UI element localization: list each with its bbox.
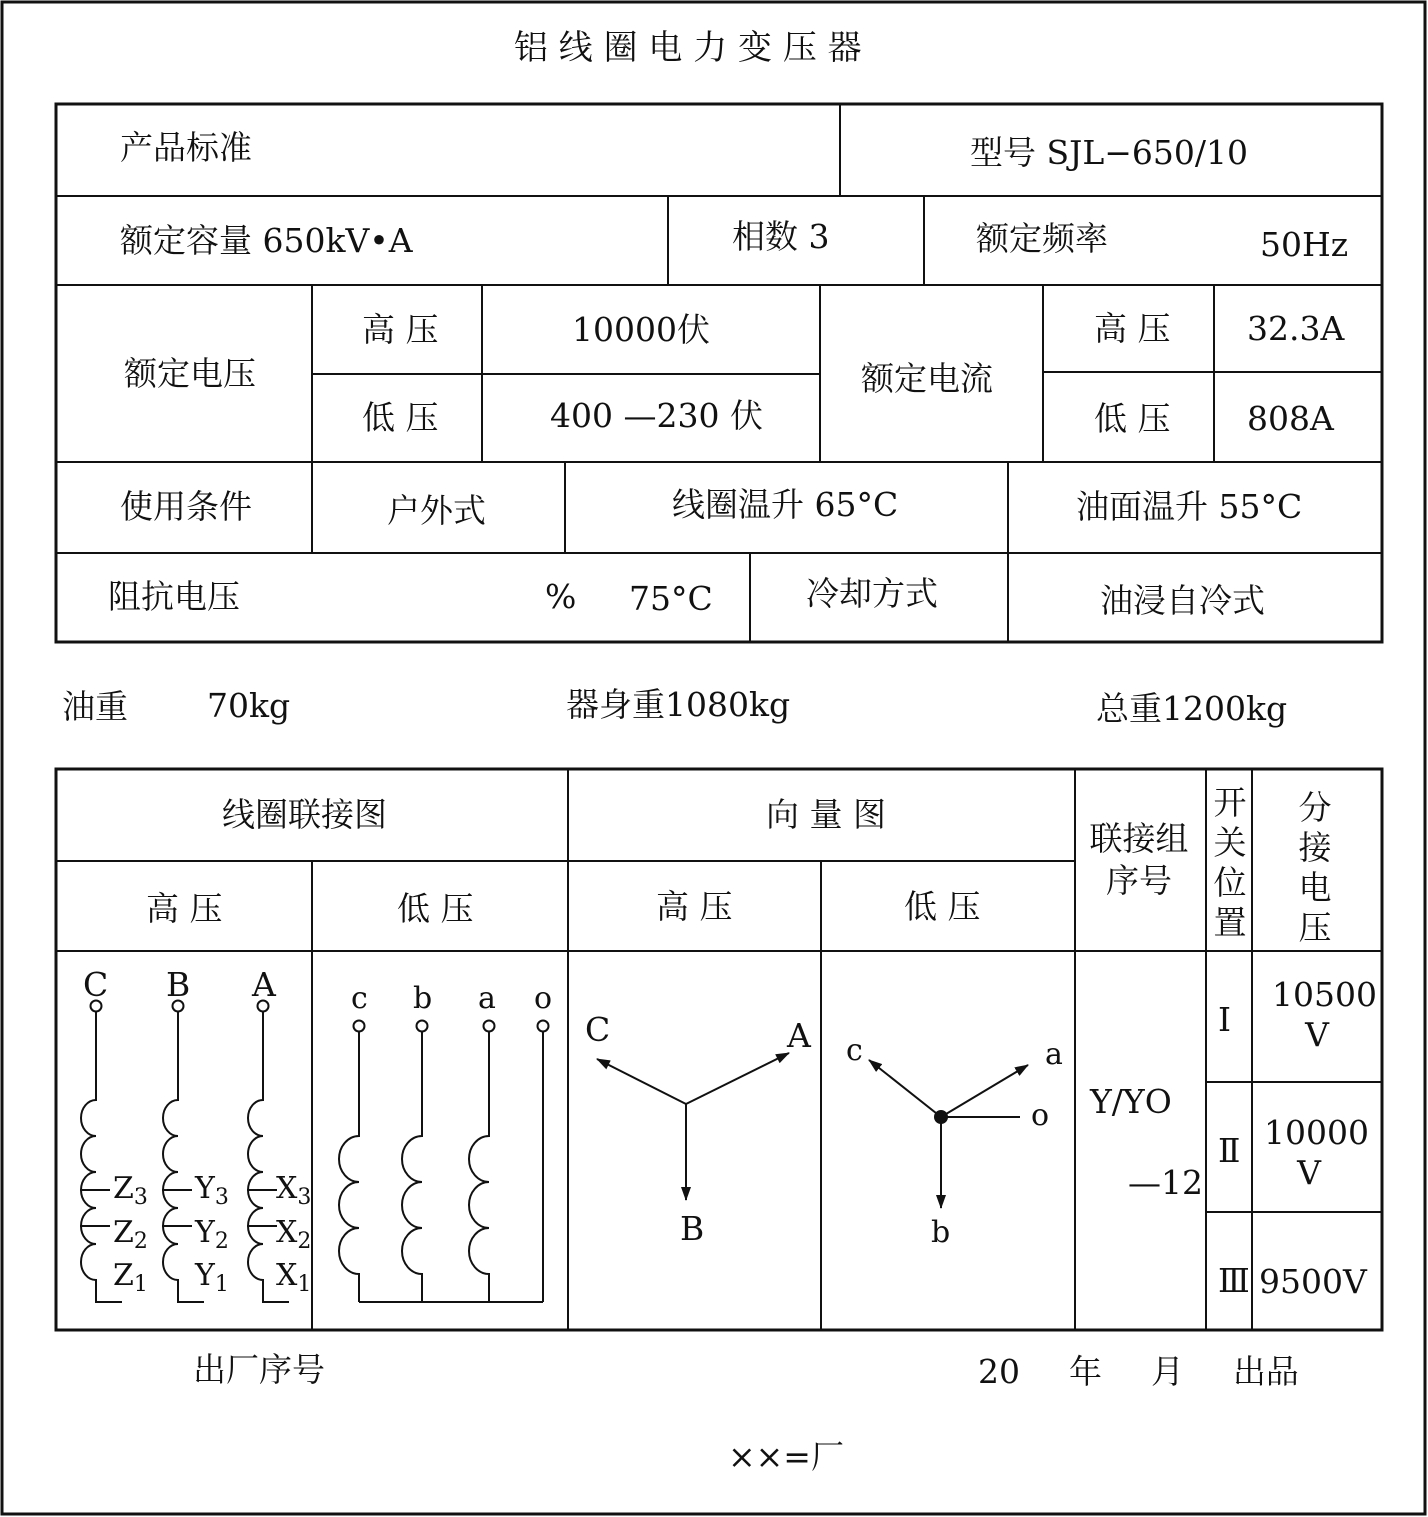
- impedance-label: 阻抗电压: [108, 577, 240, 616]
- oil-weight-label: 油重: [62, 687, 128, 726]
- lv-vector-c: c: [846, 1033, 863, 1068]
- lv-terminal-c: c: [351, 981, 368, 1016]
- switch-position-1: Ⅰ: [1218, 1000, 1232, 1039]
- impedance-percent: %: [545, 577, 577, 616]
- tap-x2: $X_2$: [276, 1215, 312, 1254]
- production-date: 20 年 月 出品: [978, 1352, 1299, 1391]
- winding-lv-header: 低 压: [397, 889, 474, 928]
- oil-temp-rise: 油面温升 55°C: [1076, 487, 1303, 526]
- lv-coil-a: [469, 1032, 489, 1302]
- page-title: 铝 线 圈 电 力 变 压 器: [514, 28, 862, 68]
- cooling-label: 冷却方式: [806, 574, 938, 613]
- cooling-value: 油浸自冷式: [1100, 581, 1265, 620]
- manufacturer: ××=厂: [728, 1437, 844, 1476]
- lv-terminal-o: o: [534, 981, 553, 1016]
- tap-z2: $Z_2$: [113, 1215, 148, 1254]
- hv-vector-diagram: [597, 1053, 789, 1200]
- tap-voltage-2: 10000 V: [1264, 1113, 1369, 1192]
- body-weight: 器身重1080kg: [566, 685, 791, 724]
- tap-y2: $Y_2$: [195, 1215, 229, 1254]
- hv-vector-a: A: [787, 1016, 811, 1055]
- tap-y3: $Y_3$: [195, 1171, 229, 1210]
- tap-y1: $Y_1$: [195, 1258, 229, 1297]
- lv-vector-a: a: [1045, 1037, 1063, 1072]
- rated-voltage-label: 额定电压: [124, 354, 256, 393]
- rated-current-label: 额定电流: [861, 359, 993, 398]
- oil-weight-value: 70kg: [207, 686, 291, 725]
- switch-position-header: 开关位置: [1213, 783, 1247, 942]
- group-header: 联接组序号: [1089, 819, 1189, 900]
- tap-z3: $Z_3$: [113, 1171, 148, 1210]
- hv-terminal-a: A: [252, 965, 276, 1004]
- tap-voltage-header: 分接电压: [1298, 788, 1332, 947]
- model-value: 型号 SJL−650/10: [970, 133, 1248, 172]
- hv-voltage-label: 高 压: [362, 310, 439, 349]
- lv-vector-o: o: [1031, 1098, 1050, 1133]
- lv-current-label: 低 压: [1094, 399, 1171, 438]
- hv-winding-diagram: [80, 1001, 289, 1303]
- phases-value: 相数 3: [732, 217, 830, 256]
- tap-voltage-1: 10500 V: [1272, 975, 1377, 1054]
- freq-label: 额定频率: [976, 219, 1108, 258]
- hv-vector-b: B: [680, 1209, 705, 1248]
- lv-voltage-label: 低 压: [362, 398, 439, 437]
- lv-coil-b: [402, 1032, 422, 1302]
- freq-value: 50Hz: [1260, 225, 1349, 264]
- tap-x1: $X_1$: [276, 1258, 312, 1297]
- vector-diagram-header: 向 量 图: [766, 795, 886, 834]
- usage-label: 使用条件: [120, 487, 252, 526]
- lv-vector-b: b: [931, 1215, 951, 1250]
- lv-terminal-a: a: [478, 981, 496, 1016]
- usage-value: 户外式: [387, 491, 486, 530]
- lv-vector-diagram: [869, 1060, 1028, 1208]
- lv-current-value: 808A: [1247, 399, 1334, 438]
- standard-label: 产品标准: [120, 128, 252, 167]
- tap-x3: $X_3$: [276, 1171, 312, 1210]
- hv-voltage-value: 10000伏: [572, 310, 710, 349]
- switch-position-2: Ⅱ: [1218, 1131, 1241, 1170]
- lv-terminal-b: b: [413, 981, 433, 1016]
- lv-coil-c: [339, 1032, 359, 1302]
- connection-group: Y/YO: [1090, 1082, 1172, 1121]
- tap-z1: $Z_1$: [113, 1258, 148, 1297]
- winding-hv-header: 高 压: [146, 889, 223, 928]
- coil-temp-rise: 线圈温升 65°C: [672, 485, 899, 524]
- total-weight: 总重1200kg: [1096, 689, 1288, 728]
- lv-voltage-value: 400 —230 伏: [550, 396, 763, 435]
- hv-vector-c: C: [585, 1010, 611, 1049]
- hv-current-label: 高 压: [1094, 309, 1171, 348]
- hv-current-value: 32.3A: [1247, 309, 1345, 348]
- connection-group-number: —12: [1128, 1163, 1203, 1202]
- impedance-temp: 75°C: [629, 579, 713, 618]
- tap-voltage-3: 9500V: [1259, 1262, 1367, 1301]
- switch-position-3: Ⅲ: [1218, 1261, 1250, 1300]
- hv-terminal-c: C: [83, 965, 109, 1004]
- rated-capacity: 额定容量 650kV•A: [120, 221, 413, 260]
- serial-number-label: 出厂序号: [193, 1350, 325, 1389]
- lv-winding-diagram: [339, 1021, 549, 1303]
- hv-terminal-b: B: [166, 965, 191, 1004]
- vector-hv-header: 高 压: [656, 887, 733, 926]
- vector-lv-header: 低 压: [904, 887, 981, 926]
- winding-diagram-header: 线圈联接图: [222, 795, 387, 834]
